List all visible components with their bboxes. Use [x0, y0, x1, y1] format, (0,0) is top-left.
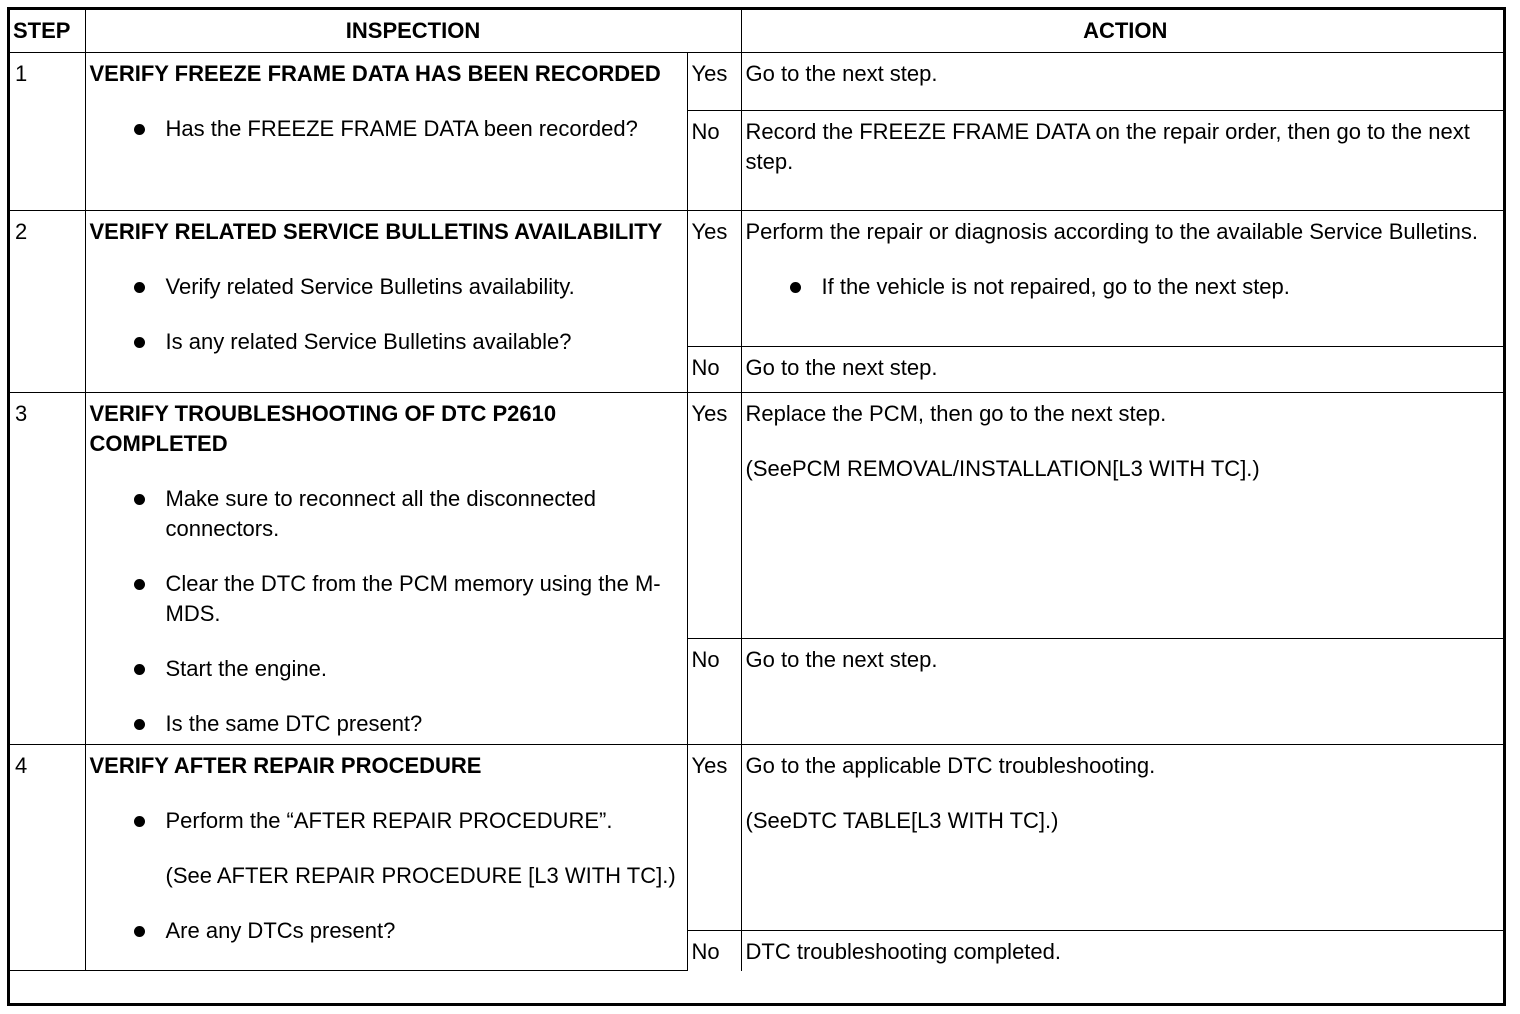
header-row — [10, 10, 1506, 52]
step-title: VERIFY AFTER REPAIR PROCEDURE — [89, 752, 482, 778]
yes-label: Yes — [687, 52, 741, 110]
bullet-icon — [134, 816, 145, 827]
bullet-icon — [134, 124, 145, 135]
bullet-list — [90, 484, 683, 739]
table-row — [10, 52, 1506, 110]
yes-action-cell — [741, 744, 1506, 930]
list-item: Are any DTCs present? — [90, 916, 683, 946]
list-item: Clear the DTC from the PCM memory using the M-MDS. — [90, 569, 683, 629]
yes-label: Yes — [687, 210, 741, 346]
yes-action-cell — [741, 210, 1506, 346]
list-item: Verify related Service Bulletins availability. — [90, 272, 683, 302]
yes-action: Perform the repair or diagnosis according to the available Service Bulletins. — [745, 218, 1478, 244]
step-number: 2 — [10, 210, 85, 392]
reference-text: (SeeDTC TABLE[L3 WITH TC].) — [745, 807, 1059, 833]
no-label: No — [687, 638, 741, 744]
reference-text: (SeePCM REMOVAL/INSTALLATION[L3 WITH TC].) — [745, 455, 1260, 481]
no-action: Go to the next step. — [741, 346, 1506, 392]
yes-label: Yes — [687, 744, 741, 930]
table-row — [10, 392, 1506, 638]
step-title: VERIFY TROUBLESHOOTING OF DTC P2610 COMPLETED — [89, 400, 557, 456]
bullet-icon — [134, 337, 145, 348]
inspection-cell — [85, 52, 687, 210]
no-label: No — [687, 346, 741, 392]
inspection-cell — [85, 744, 687, 971]
bullet-list — [90, 916, 683, 946]
list-item: Is any related Service Bulletins available? — [90, 327, 683, 357]
yes-action: Replace the PCM, then go to the next step. — [745, 400, 1167, 426]
step-header: STEP — [10, 10, 85, 52]
table-row — [10, 744, 1506, 930]
list-item: Start the engine. — [90, 654, 683, 684]
step-number: 4 — [10, 744, 85, 971]
list-item: Perform the “AFTER REPAIR PROCEDURE”. — [90, 806, 683, 836]
reference-text: (See AFTER REPAIR PROCEDURE [L3 WITH TC].) — [165, 862, 676, 888]
no-label: No — [687, 930, 741, 971]
inspection-cell — [85, 392, 687, 744]
inspection-cell — [85, 210, 687, 392]
bullet-icon — [134, 926, 145, 937]
bullet-icon — [134, 579, 145, 590]
bullet-list — [90, 806, 683, 836]
step-title: VERIFY FREEZE FRAME DATA HAS BEEN RECORDED — [89, 60, 661, 86]
no-action: Go to the next step. — [741, 638, 1506, 744]
bullet-icon — [134, 494, 145, 505]
bullet-icon — [134, 664, 145, 675]
bullet-icon — [134, 719, 145, 730]
step-number: 1 — [10, 52, 85, 210]
yes-action: Go to the next step. — [741, 52, 1506, 110]
list-item: Make sure to reconnect all the disconnected connectors. — [90, 484, 683, 544]
yes-action: Go to the applicable DTC troubleshooting. — [745, 752, 1156, 778]
no-action: Record the FREEZE FRAME DATA on the repair order, then go to the next step. — [741, 110, 1506, 210]
list-item: Has the FREEZE FRAME DATA been recorded? — [90, 114, 683, 144]
yes-label: Yes — [687, 392, 741, 638]
bullet-icon — [134, 282, 145, 293]
action-sub-item: If the vehicle is not repaired, go to the next step. — [746, 272, 1506, 302]
bullet-list — [90, 114, 683, 144]
yes-action-cell — [741, 392, 1506, 638]
bullet-icon — [790, 282, 801, 293]
no-label: No — [687, 110, 741, 210]
bullet-list — [90, 272, 683, 357]
inspection-header: INSPECTION — [85, 10, 741, 52]
list-item: Is the same DTC present? — [90, 709, 683, 739]
no-action: DTC troubleshooting completed. — [741, 930, 1506, 971]
step-title: VERIFY RELATED SERVICE BULLETINS AVAILABILITY — [89, 218, 663, 244]
step-number: 3 — [10, 392, 85, 744]
table-row — [10, 210, 1506, 346]
procedure-table — [10, 10, 1506, 971]
action-header: ACTION — [741, 10, 1506, 52]
diagnostic-procedure-table — [7, 7, 1506, 1006]
